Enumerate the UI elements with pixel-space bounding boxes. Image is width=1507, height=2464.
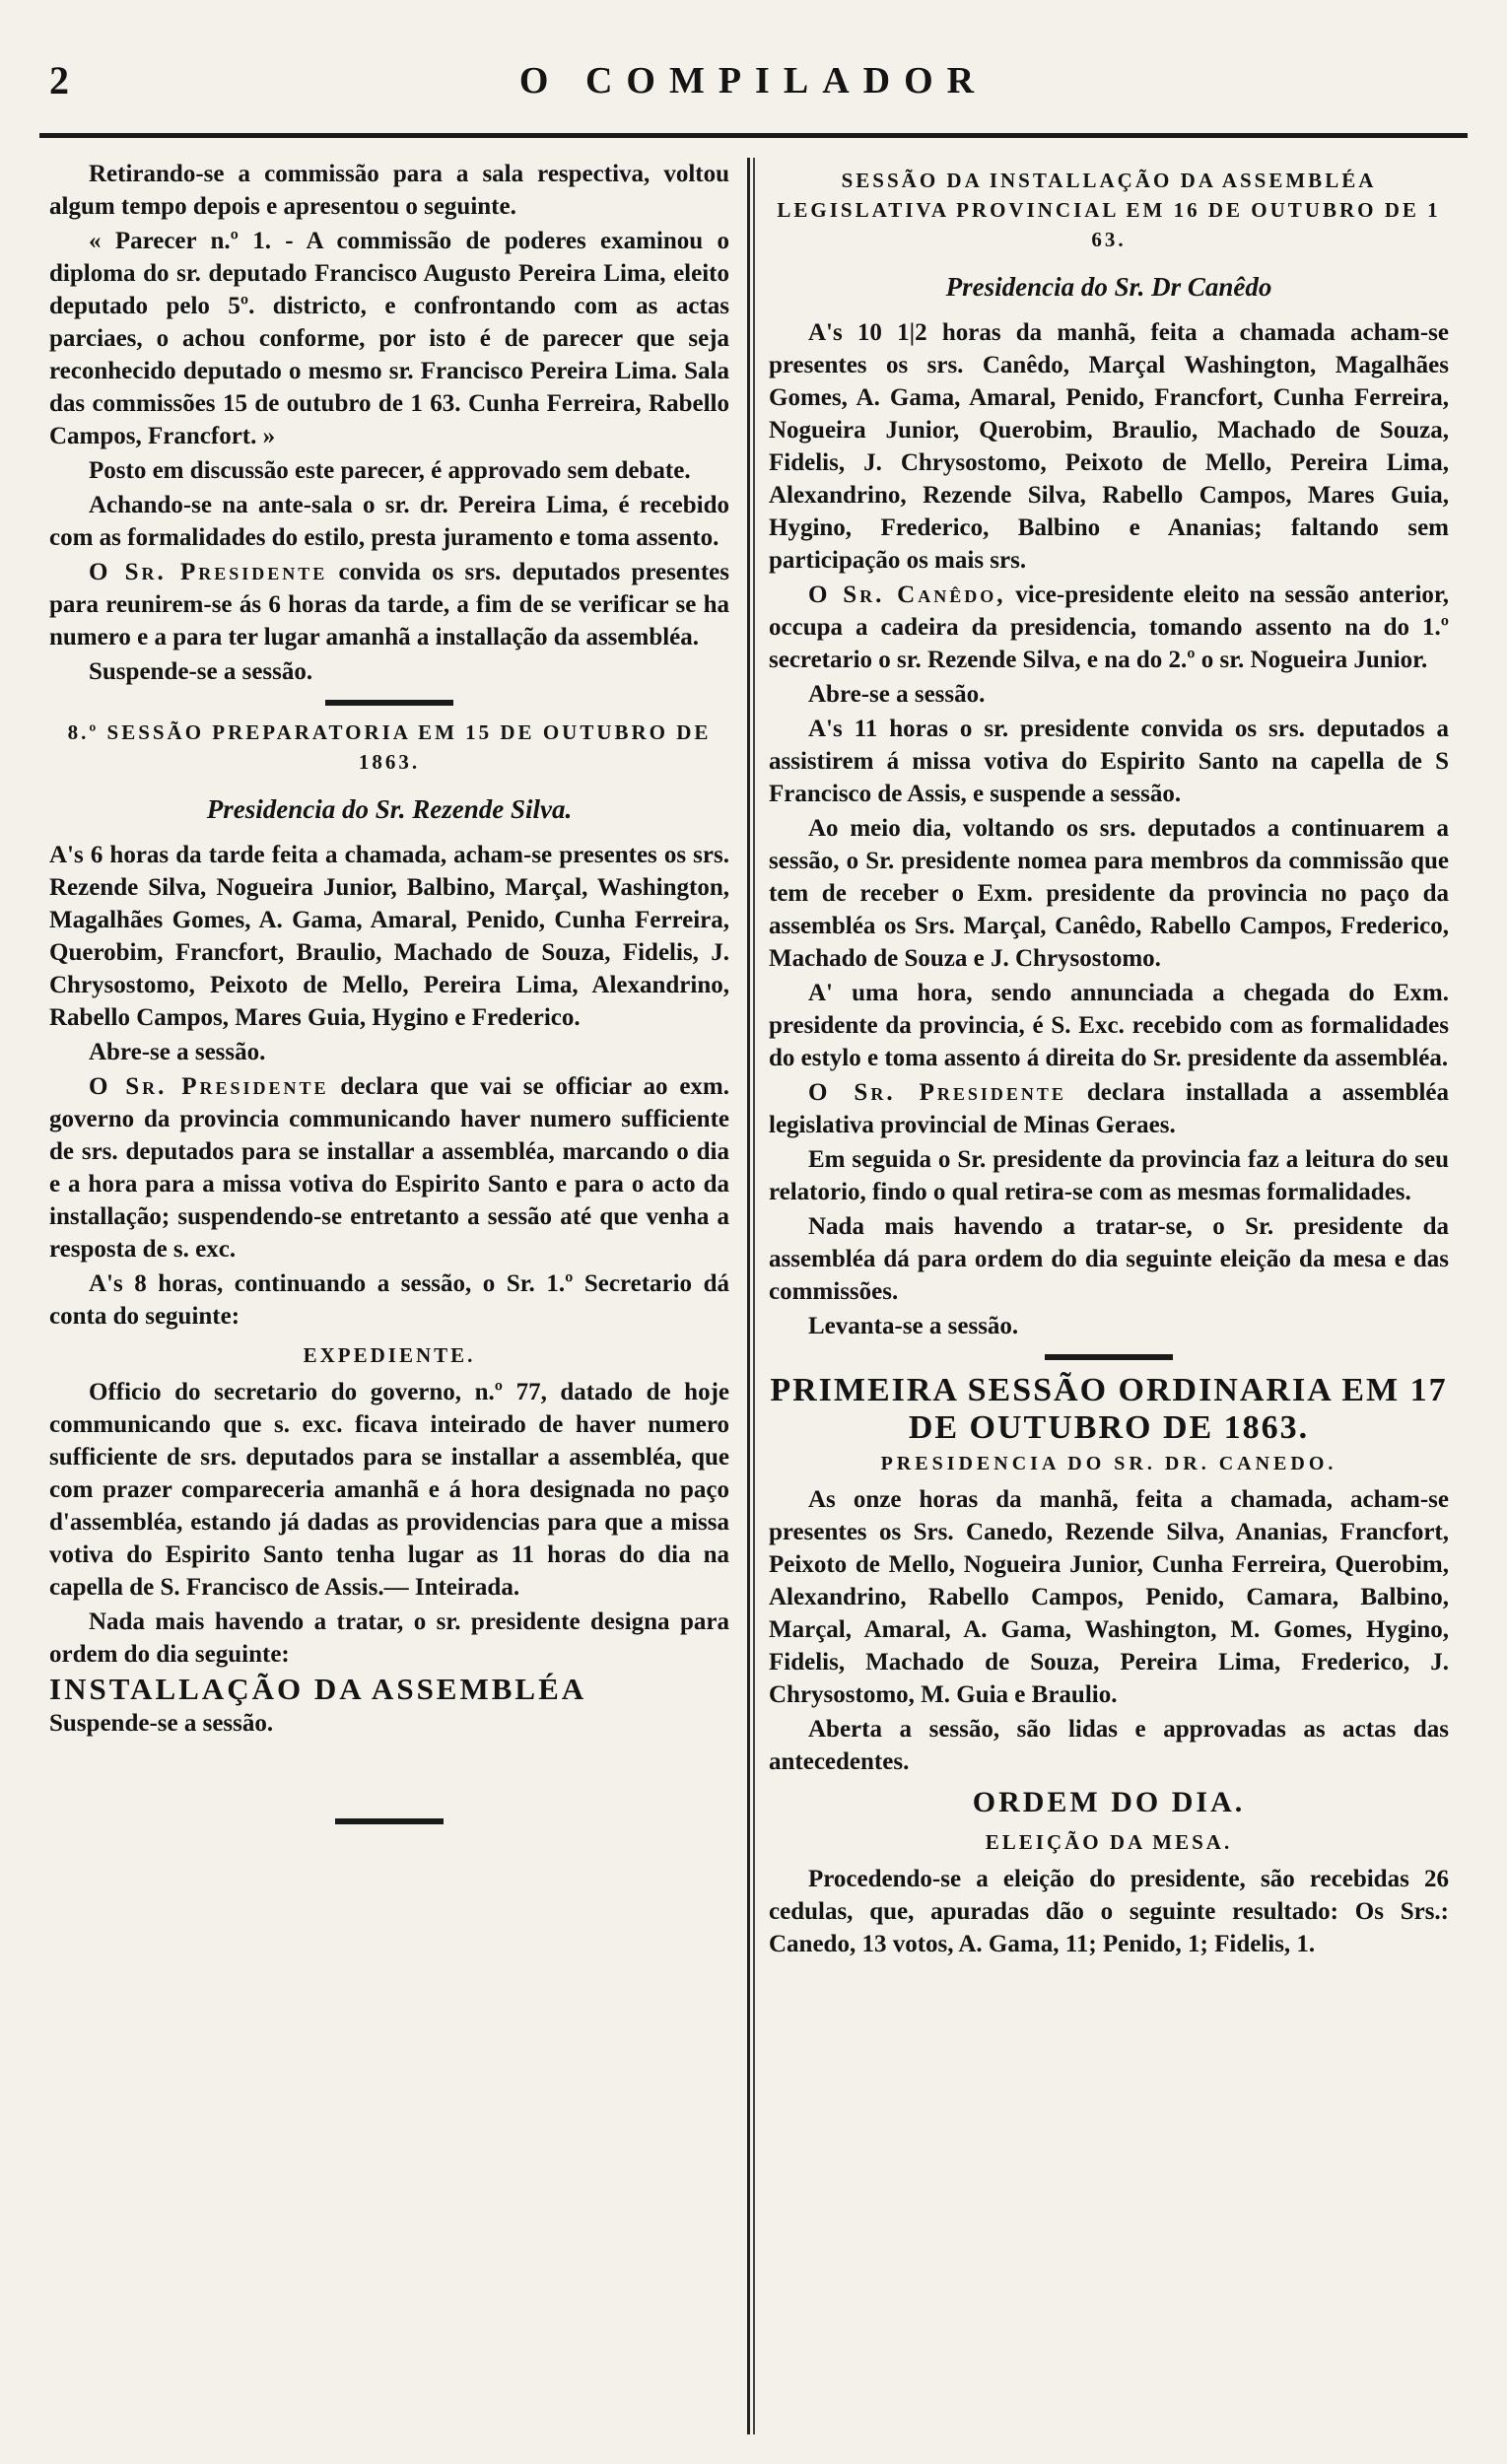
paragraph: Abre-se a sessão.: [89, 1039, 266, 1065]
paragraph: Aberta a sessão, são lidas e approvadas as actas das antecedentes.: [769, 1716, 1449, 1775]
header-rule: [39, 133, 1468, 138]
newspaper-title: O COMPILADOR: [518, 60, 989, 102]
column-divider-inner: [753, 158, 755, 2434]
paragraph: « Parecer n.º 1. - A commissão de poderes examinou o diploma do sr. deputado Francisco Augusto Pereira Lima, eleito deputado pelo 5º. districto, e confrontando com as actas parciaes, o achou conforme, por isto é de parecer que seja reconhecido deputado o mesmo sr. Francisco Pereira Lima. Sala das commissões 15 de outubro de 1 63. Cunha Ferreira, Rabello Campos, Francfort. »: [49, 228, 729, 449]
paragraph: [769, 1076, 1449, 1141]
paragraph: Nada mais havendo a tratar-se, o Sr. presidente da assembléa dá para ordem do dia seguinte eleição da mesa e das commissões.: [769, 1213, 1449, 1305]
paragraph: A's 10 1|2 horas da manhã, feita a chamada acham-se presentes os srs. Canêdo, Marçal Washington, Magalhães Gomes, A. Gama, Amaral, Penido, Francfort, Cunha Ferreira, Nogueira Junior, Querobim, Braulio, Machado de Souza, Fidelis, J. Chrysostomo, Peixoto de Mello, Pereira Lima, Alexandrino, Rezende Silva, Rabello Campos, Mares Guia, Hygino, Frederico, Balbino e Ananias; faltando sem participação os mais srs.: [769, 319, 1449, 574]
paragraph: Levanta-se a sessão.: [808, 1313, 1019, 1339]
paragraph-text: convida os srs. deputados presentes para reunirem-se ás 6 horas da tarde, a fim de se verificar se ha numero e a para ter lugar amanhã a installação da assembléa.: [49, 559, 729, 650]
paragraph: Achando-se na ante-sala o sr. dr. Pereira Lima, é recebido com as formalidades do estilo, presta juramento e toma assento.: [49, 492, 729, 551]
paragraph: Procedendo-se a eleição do presidente, são recebidas 26 cedulas, que, apuradas dão o seguinte resultado: Os Srs.: Canedo, 13 votos, A. Gama, 11; Penido, 1; Fidelis, 1.: [769, 1866, 1449, 1957]
paragraph-text: vice-presidente eleito na sessão anterior, occupa a cadeira da presidencia, tomando assento na do 1.º secretario o sr. Rezende Silva, e na do 2.º o sr. Nogueira Junior.: [769, 582, 1449, 673]
paragraph: A's 8 horas, continuando a sessão, o Sr. 1.º Secretario dá conta do seguinte:: [49, 1270, 729, 1330]
paragraph: A's 11 horas o sr. presidente convida os srs. deputados a assistirem á missa votiva do Espirito Santo na capella de S Francisco de Assis, e suspende a sessão.: [769, 716, 1449, 807]
paragraph-text: declara que vai se officiar ao exm. governo da provincia communicando haver numero sufficiente de srs. deputados para se installar a assembléa, marcando o dia e a hora para a missa votiva do Espirito Santo e para o acto da installação; suspendendo-se entretanto a sessão até que venha a resposta de s. exc.: [49, 1073, 729, 1263]
session-heading: PRIMEIRA SESSÃO ORDINARIA EM 17 DE OUTUBRO DE 1863.: [770, 1372, 1448, 1446]
expediente-heading: EXPEDIENTE.: [303, 1343, 476, 1367]
section-heading: 8.º SESSÃO PREPARATORIA EM 15 DE OUTUBRO DE 1863.: [67, 720, 712, 774]
right-column: [769, 158, 1449, 1962]
presidency-line: Presidencia do Sr. Dr Canêdo: [945, 272, 1272, 302]
section-heading: SESSÃO DA INSTALLAÇÃO DA ASSEMBLÉA LEGISLATIVA PROVINCIAL EM 16 DE OUTUBRO DE 1 63.: [777, 169, 1441, 251]
presidency-subheading: PRESIDENCIA DO SR. DR. CANEDO.: [880, 1453, 1337, 1474]
paragraph: Posto em discussão este parecer, é approvado sem debate.: [89, 457, 691, 484]
speaker: O Sr. Presidente: [808, 1079, 1066, 1106]
paragraph: Em seguida o Sr. presidente da provincia faz a leitura do seu relatorio, findo o qual retira-se com as mesmas formalidades.: [769, 1146, 1449, 1205]
paragraph: A' uma hora, sendo annunciada a chegada do Exm. presidente da provincia, é S. Exc. recebido com as formalidades do estylo e toma assento á direita do Sr. presidente da assembléa.: [769, 980, 1449, 1071]
presidency-line: Presidencia do Sr. Rezende Silva.: [206, 794, 573, 824]
masthead: [39, 57, 1468, 116]
paragraph: [49, 1070, 729, 1266]
paragraph: Suspende-se a sessão.: [49, 1710, 274, 1737]
page-number: 2: [49, 58, 69, 103]
paragraph: Retirando-se a commissão para a sala respectiva, voltou algum tempo depois e apresentou o seguinte.: [49, 161, 729, 220]
order-of-day-heading: ORDEM DO DIA.: [972, 1786, 1246, 1818]
paragraph: Abre-se a sessão.: [808, 681, 986, 708]
left-column: [49, 158, 729, 1836]
section-rule: [325, 700, 453, 706]
paragraph: [769, 579, 1449, 676]
paragraph: Ao meio dia, voltando os srs. deputados a continuarem a sessão, o Sr. presidente nomea para membros da commissão que tem de receber o Exm. presidente da provincia no paço da assembléa os Srs. Marçal, Canêdo, Rabello Campos, Frederico, Machado de Souza e J. Chrysostomo.: [769, 815, 1449, 972]
paragraph: Nada mais havendo a tratar, o sr. presidente designa para ordem do dia seguinte:: [49, 1608, 729, 1668]
speaker: O Sr. Canêdo,: [808, 582, 1006, 608]
paragraph: A's 6 horas da tarde feita a chamada, acham-se presentes os srs. Rezende Silva, Nogueira Junior, Balbino, Marçal, Washington, Magalhães Gomes, A. Gama, Amaral, Penido, Cunha Ferreira, Querobim, Francfort, Braulio, Machado de Souza, Fidelis, J. Chrysostomo, Peixoto de Mello, Pereira Lima, Alexandrino, Rabello Campos, Mares Guia, Hygino e Frederico.: [49, 842, 729, 1031]
paragraph: As onze horas da manhã, feita a chamada, acham-se presentes os Srs. Canedo, Rezende Silva, Ananias, Francfort, Peixoto de Mello, Nogueira Junior, Cunha Ferreira, Querobim, Alexandrino, Rabello Campos, Penido, Camara, Balbino, Marçal, Amaral, A. Gama, Washington, M. Gomes, Hygino, Fidelis, Machado de Souza, Pereira Lima, Frederico, J. Chrysostomo, M. Guia e Braulio.: [769, 1486, 1449, 1708]
paragraph: Officio do secretario do governo, n.º 77, datado de hoje communicando que s. exc. ficava inteirado de haver numero sufficiente de srs. deputados para se installar a assembléa, que com prazer compareceria amanhã e á hora designada no paço d'assembléa, estando já dadas as providencias para que a missa votiva do Espirito Santo tenha lugar as 11 horas do dia na capella de S. Francisco de Assis.— Inteirada.: [49, 1379, 729, 1601]
paragraph-text: declara installada a assembléa legislativa provincial de Minas Geraes.: [769, 1079, 1450, 1138]
end-rule: [335, 1818, 444, 1824]
speaker: O Sr. Presidente: [89, 1073, 329, 1100]
speaker: O Sr. Presidente: [89, 559, 328, 585]
election-heading: ELEIÇÃO DA MESA.: [985, 1830, 1233, 1854]
section-rule: [1045, 1354, 1173, 1360]
column-divider: [747, 158, 750, 2434]
paragraph: Suspende-se a sessão.: [89, 658, 313, 685]
paragraph: [49, 556, 729, 653]
order-of-day-item: INSTALLAÇÃO DA ASSEMBLÉA: [49, 1672, 587, 1706]
